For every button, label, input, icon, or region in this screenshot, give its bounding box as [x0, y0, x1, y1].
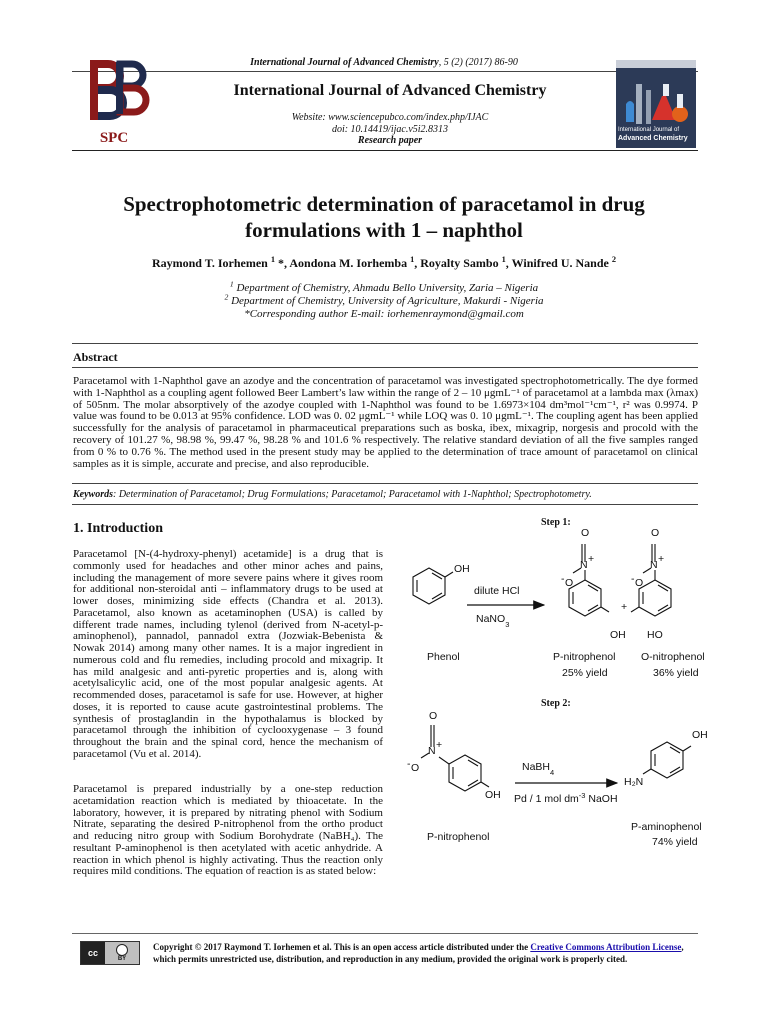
author-separator: ,	[414, 256, 421, 270]
onp-ho-label: HO	[647, 629, 663, 641]
pnp-yield: 25% yield	[562, 667, 608, 679]
copyright-notice: Copyright © 2017 Raymond T. Iorhemen et al. This is an open access article distributed under the Creative Commons Attribution License, which permits unrestricted use, distribution, and reproduction in any medium, provided the original work is properly cited.	[153, 942, 684, 964]
author-list	[0, 256, 768, 271]
keywords-label: Keywords	[73, 489, 113, 500]
cc-by-badge[interactable]	[80, 941, 140, 965]
header-rule-bottom	[72, 150, 698, 151]
article-title-line2: formulations with 1 – naphthol	[245, 218, 523, 242]
pap-oh-label: OH	[692, 729, 708, 741]
pnp2-n-label: N	[428, 745, 436, 757]
article-type: Research paper	[357, 135, 423, 146]
corresponding-author: *Corresponding author E-mail: iorhemenraymond@gmail.com	[244, 308, 524, 320]
footer-rule	[72, 933, 698, 934]
journal-citation: International Journal of Advanced Chemistry, 5 (2) (2017) 86-90	[250, 57, 518, 68]
cc-by-label: BY	[117, 956, 127, 962]
onp-o2-label: O	[635, 577, 644, 589]
onp-o-label: O	[651, 527, 660, 539]
journal-website[interactable]: Website: www.sciencepubco.com/index.php/IJAC	[291, 112, 489, 123]
spc-logo-text: SPC	[99, 130, 129, 146]
onp-n-label: N	[650, 559, 658, 571]
keywords	[73, 489, 698, 500]
abstract-rule-top	[72, 343, 698, 344]
abstract-rule-mid	[72, 367, 698, 368]
author-name: Raymond T. Iorhemen	[151, 256, 268, 270]
pnp-o-label: O	[581, 527, 590, 539]
phenol-structure	[413, 568, 453, 604]
onp-name: O-nitrophenol	[641, 651, 705, 663]
cover-title-line1: International Journal of	[618, 127, 680, 133]
intro-paragraph-2: Paracetamol is prepared industrially by a one-step reduction acetamidation reaction which is mediated by thioacetate. In the laboratory, however, it is prepared by nitrating phenol with Sodium Nitrate, separating the desired P-nitrophenol from the ortho product and reducing nitro group with Sodium Borohydrate (NaBH₄). The resultant P-aminophenol is then acetylated with acetic anhydride. A reaction in which phenol is highly activating. Thus the reaction only requires mild conditions. The equation of reaction is as stated below:	[73, 783, 383, 878]
pnp2-ominus-label: -	[407, 758, 411, 770]
section-heading-introduction: 1. Introduction	[73, 521, 163, 536]
author-affiliation-mark: 2	[611, 255, 617, 264]
pnp-name: P-nitrophenol	[553, 651, 616, 663]
pnp-oh-label: OH	[610, 629, 626, 641]
author-separator: *,	[275, 256, 290, 270]
author-affiliation-mark: 1	[501, 255, 506, 264]
pnp2-o2-label: O	[411, 762, 420, 774]
plus-sign: +	[621, 601, 628, 613]
license-link[interactable]: Creative Commons Attribution License	[530, 942, 682, 952]
phenol-oh-label: OH	[454, 563, 470, 575]
cc-icon: cc	[81, 942, 105, 964]
affiliation-2: $^2$ Department of Chemistry, University of Agriculture, Makurdi - Nigeria	[224, 292, 544, 307]
onp-ominus-label: -	[631, 573, 635, 585]
abstract-rule-bottom	[72, 483, 698, 484]
intro-paragraph-1: Paracetamol [N-(4-hydroxy-phenyl) acetamide] is a drug that is commonly used for headaches and other minor aches and pains, including the management of more severe pains where it gives room for additional non-steroidal anti – inflammatory drugs to be used at lower doses, minimizing side effects (Chandra et al. 2013). Paracetamol, also known as acetaminophen (USA) is called by different trade names, including tylenol (derived from N-acetyl-p-aminophenol), pannadol, pannadol extra (Jozwiak-Bebenista & Nowak 2014) among many other names. It is a major ingredient in numerous cold and flu remedies, including procold and mixagrip. It has mild analgesic and anti-pyretic properties and is, along with acetylsalicylic acid, one of the most popular analgesic agents. At recommended doses, paracetamol is safe for use. However, at higher doses, it is reported to cause acute gastrointestinal problems. The synthesis of prostaglandin in the hypothalamus is blocked by paracetamol through the inhibition of cyclooxygenase – 3 found throughout the brain and the spinal cord, hence the mechanism of paracetamol (Vu et al. 2014).	[73, 548, 383, 760]
reaction-scheme	[395, 510, 708, 850]
cover-title-line2: Advanced Chemistry	[618, 135, 688, 142]
author-name: Aondona M. Iorhemba	[289, 256, 408, 270]
author-name: Winifred U. Nande	[511, 256, 609, 270]
abstract-heading: Abstract	[73, 350, 118, 364]
onp-yield: 36% yield	[653, 667, 699, 679]
step2-label: Step 2:	[541, 698, 571, 709]
pnp2-nplus-label: +	[436, 739, 443, 751]
pnp-ominus-label: -	[561, 573, 565, 585]
pnp2-name: P-nitrophenol	[427, 831, 490, 843]
journal-title: International Journal of Advanced Chemistry	[233, 82, 547, 99]
phenol-name: Phenol	[427, 651, 460, 663]
reagent-nano3: NaNO$_3$	[476, 613, 510, 629]
pnp-nplus-label: +	[588, 553, 595, 565]
attribution-icon	[116, 944, 128, 956]
article-title-line1: Spectrophotometric determination of paracetamol in drug	[123, 192, 645, 216]
author-separator: ,	[505, 256, 512, 270]
reagent-pd-naoh: Pd / 1 mol $dm^{-3}$ NaOH	[514, 790, 618, 805]
affiliation-1: $^1$ Department of Chemistry, Ahmadu Bello University, Zaria – Nigeria	[229, 279, 539, 294]
p-nitrophenol-step2-structure	[421, 725, 489, 791]
onp-nplus-label: +	[658, 553, 665, 565]
pap-yield: 74% yield	[652, 836, 698, 848]
pap-h2n-label: H₂N	[624, 776, 644, 788]
pnp2-o-label: O	[429, 710, 438, 722]
reagent-nabh4: NaBH$_4$	[522, 761, 555, 777]
abstract-text: Paracetamol with 1-Naphthol gave an azodye and the concentration of paracetamol was investigated spectrophotometrically. The dye formed with 1-Naphthol as a coupling agent followed Beer Lambert’s law within the range of 2 – 10 μgmL⁻¹ of paracetamol at a lambda max (λmax) of 505nm. The molar absorptively of the azodye coupled with 1-Naphthol was found to be 1.6973×104 dm³mol⁻¹cm⁻¹, r² was 0.9974. P value was found to be 0.013 at 95% confidence. LOD was 0. 02 μgmL⁻¹ while LOQ was 0. 10 μgmL⁻¹. The coupling agent has been applied successfully for the analysis of paracetamol in pharmaceutical preparations such as boska, ibex, mixagrip, norgesis and procold with the recovery of 101.27 %, 98.98 %, 99.47 %, 98.28 % and 101.6 % respectively. The relative standard deviation of all the five samples ranged from 0 % to 0.76 %. The method used in the present study may be applied to the determination of trace amount of paracetamol on clinical samples as it is simple, accurate and precise, and also reproducible.	[73, 375, 698, 470]
keywords-rule	[72, 504, 698, 505]
pap-name: P-aminophenol	[631, 821, 702, 833]
pnp2-oh-label: OH	[485, 789, 501, 801]
pnp-n-label: N	[580, 559, 588, 571]
author-affiliation-mark: 1	[410, 255, 415, 264]
header-rule-top	[72, 71, 698, 72]
author-name: Royalty Sambo	[420, 256, 499, 270]
journal-doi[interactable]: doi: 10.14419/ijac.v5i2.8313	[331, 124, 449, 135]
reagent-dilute-hcl: dilute HCl	[474, 585, 520, 597]
pnp-o2-label: O	[565, 577, 574, 589]
p-aminophenol-structure	[643, 742, 691, 778]
author-affiliation-mark: 1	[270, 255, 276, 264]
keywords-list: : Determination of Paracetamol; Drug Formulations; Paracetamol; Paracetamol with 1-Naphthol; Spectrophotometry.	[113, 489, 592, 500]
step1-label: Step 1:	[541, 517, 571, 528]
